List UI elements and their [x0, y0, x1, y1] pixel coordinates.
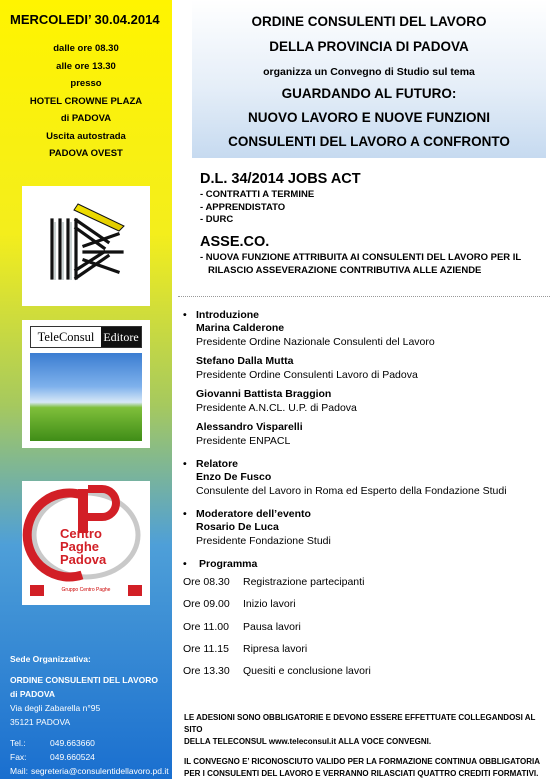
header-province: DELLA PROVINCIA DI PADOVA — [269, 39, 469, 54]
tel-label: Tel.: — [10, 738, 26, 748]
section-relatore — [183, 458, 553, 498]
centro-paghe-text — [60, 527, 106, 566]
jobs-act-item: - CONTRATTI A TERMINE — [200, 189, 315, 200]
speaker-role: Presidente A.N.CL. U.P. di Padova — [196, 402, 357, 414]
schedule-row — [183, 660, 553, 682]
cp-line: Paghe — [60, 539, 100, 554]
note-line: IL CONVEGNO E’ RICONOSCIUTO VALIDO PER LA FORMAZIONE CONTINUA OBBLIGATORIA — [184, 757, 541, 766]
sede-street: Via degli Zabarella n°95 — [10, 703, 101, 713]
event-info — [0, 40, 172, 163]
ordine-logo — [22, 186, 150, 306]
topic-asseco: ASSE.CO. — [200, 234, 270, 250]
schedule — [183, 571, 553, 682]
speaker-role: Presidente Ordine Nazionale Consulenti del Lavoro — [196, 336, 435, 348]
jobs-act-item: - DURC — [200, 214, 234, 225]
speaker-name: Giovanni Battista Braggion — [196, 388, 332, 400]
schedule-item: Ripresa lavori — [243, 642, 308, 655]
section-heading: Introduzione — [196, 309, 259, 321]
note-line: LE ADESIONI SONO OBBLIGATORIE E DEVONO ESSERE EFFETTUATE COLLEGANDOSI AL SITO — [184, 713, 536, 734]
sede-org: ORDINE CONSULENTI DEL LAVORO — [10, 675, 158, 685]
section-introduzione — [183, 309, 553, 448]
sede-org-city: di PADOVA — [10, 689, 56, 699]
schedule-time: Ore 11.15 — [183, 642, 229, 655]
header-org: ORDINE CONSULENTI DEL LAVORO — [251, 14, 487, 29]
footer-notes — [184, 712, 550, 779]
speaker-role: Presidente Ordine Consulenti Lavoro di Padova — [196, 369, 418, 381]
asseco-description — [200, 252, 521, 277]
speaker-name: Rosario De Luca — [196, 521, 279, 533]
speaker-name: Stefano Dalla Mutta — [196, 355, 294, 367]
schedule-time: Ore 09.00 — [183, 598, 230, 611]
cp-line: Padova — [60, 552, 107, 567]
bullet-icon: • — [183, 458, 187, 470]
cp-footer — [30, 583, 142, 597]
centro-paghe-logo — [22, 481, 150, 605]
sky-field-image — [30, 353, 142, 441]
ordine-logo-graphic — [22, 186, 150, 306]
cp-mark-right — [128, 585, 142, 596]
schedule-time: Ore 13.30 — [183, 665, 230, 678]
sede-organizzativa — [10, 652, 170, 778]
sidebar — [0, 0, 172, 779]
teleconsul-name: TeleConsul — [37, 330, 95, 344]
cp-line: Centro — [60, 526, 102, 541]
info-line: di PADOVA — [60, 113, 112, 124]
section-heading: Programma — [199, 558, 258, 570]
asseco-line: RILASCIO ASSEVERAZIONE CONTRIBUTIVA ALLE AZIENDE — [208, 264, 482, 276]
sede-mail — [10, 764, 170, 778]
section-heading: Moderatore dell’evento — [196, 508, 311, 520]
cp-footer-text: Gruppo Centro Paghe — [61, 587, 111, 593]
event-header — [192, 0, 546, 158]
teleconsul-editore: Editore — [101, 327, 141, 347]
teleconsul-logo — [22, 320, 150, 448]
schedule-item: Inizio lavori — [243, 598, 296, 611]
sede-fax — [10, 750, 170, 764]
divider — [178, 296, 550, 297]
info-line: alle ore 13.30 — [56, 60, 116, 72]
sede-tel — [10, 736, 170, 750]
speaker-role: Consulente del Lavoro in Roma ed Esperto della Fondazione Studi — [196, 485, 507, 497]
note-line: DELLA TELECONSUL www.teleconsul.it ALLA VOCE CONVEGNI. — [184, 737, 432, 746]
jobs-act-items — [200, 189, 314, 227]
cp-mark-left — [30, 585, 44, 596]
teleconsul-title — [30, 326, 142, 348]
fax-value: 049.660524 — [50, 752, 95, 762]
registration-note — [184, 712, 550, 748]
sede-heading: Sede Organizzativa: — [10, 654, 91, 664]
info-line: Uscita autostrada — [46, 130, 126, 142]
schedule-time: Ore 11.00 — [183, 620, 229, 633]
credits-note — [184, 756, 550, 779]
schedule-item: Registrazione partecipanti — [243, 576, 365, 588]
speaker-role: Presidente ENPACL — [196, 435, 291, 447]
jobs-act-item: - APPRENDISTATO — [200, 201, 286, 213]
mail-value: segreteria@consulentidellavoro.pd.it — [30, 766, 169, 776]
fax-label: Fax: — [10, 752, 27, 762]
header-theme-2: NUOVO LAVORO E NUOVE FUNZIONI — [247, 110, 490, 125]
speaker-role: Presidente Fondazione Studi — [196, 535, 331, 547]
schedule-item: Pausa lavori — [243, 620, 301, 633]
bullet-icon: • — [183, 309, 187, 321]
info-line: HOTEL CROWNE PLAZA — [29, 95, 143, 107]
bullet-icon: • — [183, 508, 187, 520]
schedule-row — [183, 571, 553, 593]
speaker-name: Enzo De Fusco — [196, 471, 272, 483]
info-line: presso — [70, 78, 102, 89]
schedule-row — [183, 616, 553, 638]
topic-jobs-act: D.L. 34/2014 JOBS ACT — [200, 171, 361, 187]
bullet-icon: • — [183, 558, 187, 570]
header-theme-3: CONSULENTI DEL LAVORO A CONFRONTO — [228, 134, 510, 149]
speaker-name: Alessandro Visparelli — [196, 421, 303, 433]
program — [183, 309, 553, 682]
info-line: dalle ore 08.30 — [53, 43, 119, 54]
section-heading: Relatore — [196, 458, 239, 470]
event-date: MERCOLEDI’ 30.04.2014 — [10, 12, 160, 27]
schedule-time: Ore 08.30 — [183, 576, 230, 588]
schedule-row — [183, 638, 553, 660]
sede-city: 35121 PADOVA — [10, 717, 71, 727]
schedule-row — [183, 593, 553, 615]
section-programma — [183, 558, 553, 571]
info-line: PADOVA OVEST — [49, 148, 123, 159]
speaker-name: Marina Calderone — [196, 322, 285, 334]
header-subtitle: organizza un Convegno di Studio sul tema — [263, 66, 475, 78]
section-moderatore — [183, 508, 553, 548]
tel-value: 049.663660 — [50, 738, 95, 748]
schedule-item: Quesiti e conclusione lavori — [243, 665, 371, 678]
mail-label: Mail: — [10, 766, 28, 776]
header-theme: GUARDANDO AL FUTURO: — [281, 86, 457, 101]
asseco-line: - NUOVA FUNZIONE ATTRIBUITA AI CONSULENTI DEL LAVORO PER IL — [200, 252, 522, 263]
note-line: PER I CONSULENTI DEL LAVORO E VERRANNO RILASCIATI QUATTRO CREDITI FORMATIVI. — [184, 769, 539, 778]
